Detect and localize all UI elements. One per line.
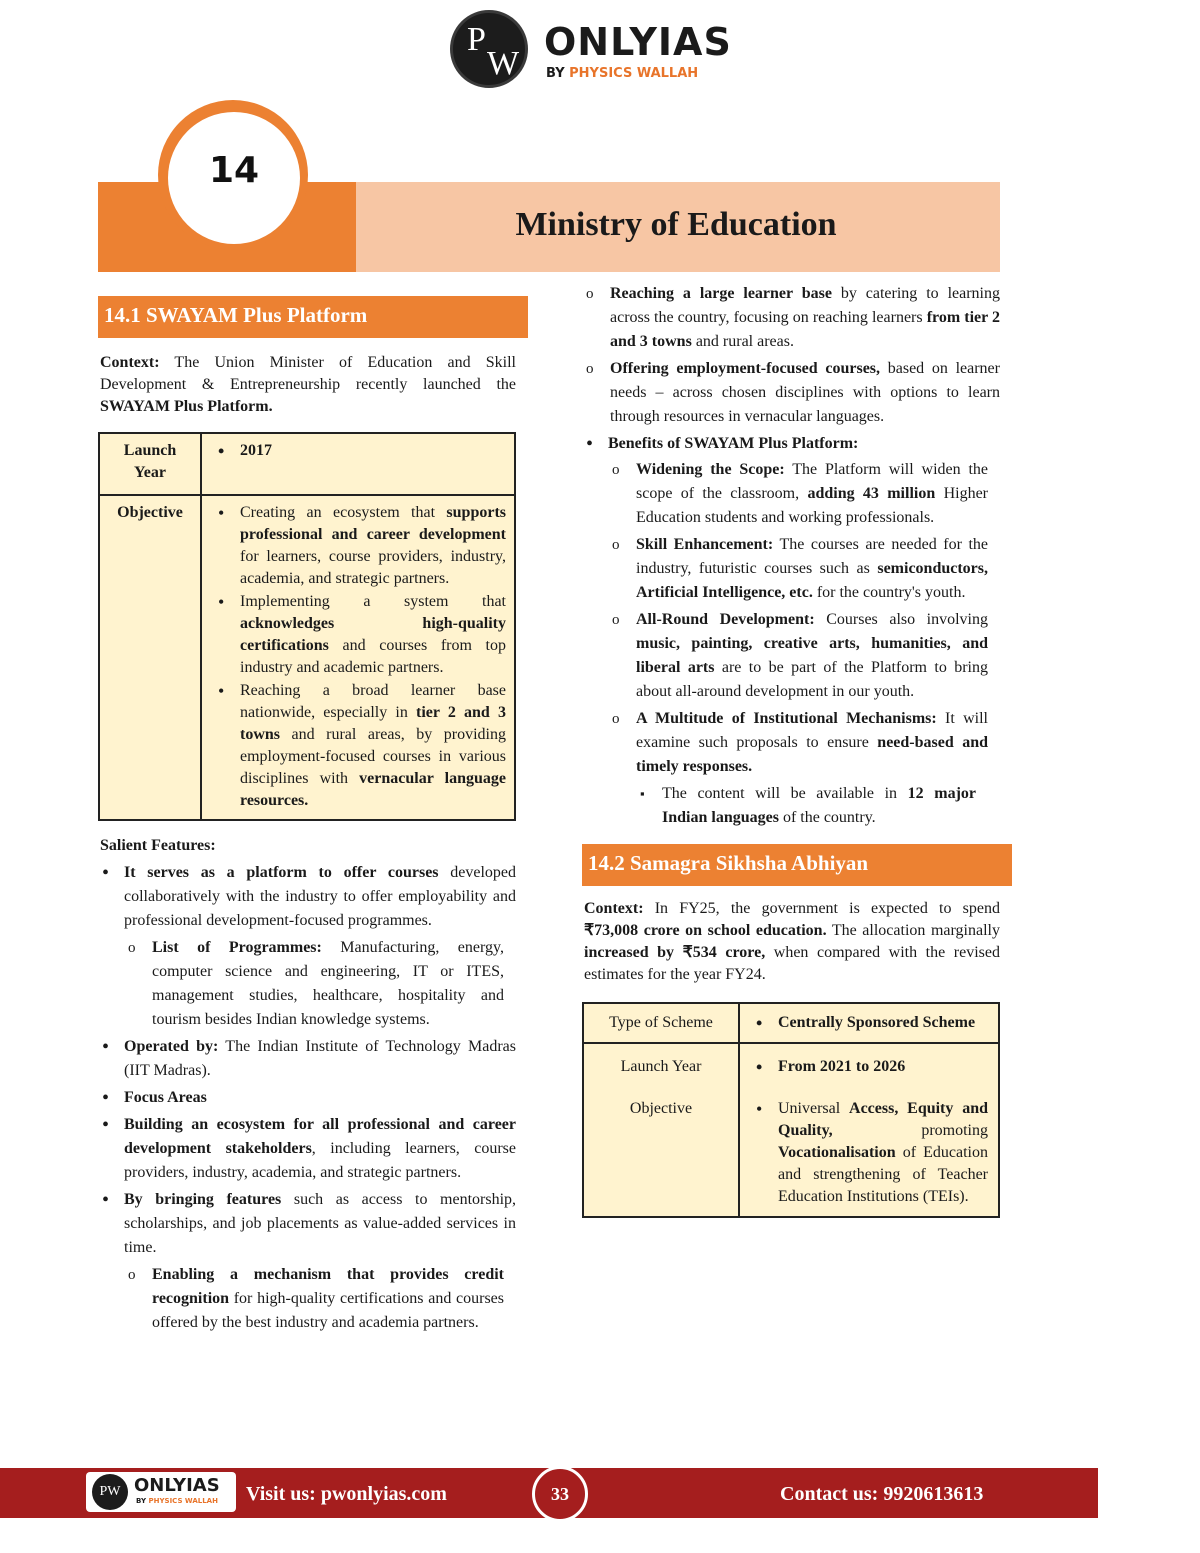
list-item: o Widening the Scope: The Platform will widen the scope of the classroom, adding 43 million Higher Education students and working professionals. — [582, 458, 1000, 530]
pw-logo-icon: PW — [92, 1474, 128, 1510]
objective-item: • Creating an ecosystem that supports professional and career development for learners, course providers, industry, academia, and strategic partners. — [210, 502, 506, 590]
page-number: 33 — [532, 1466, 588, 1522]
table-row — [583, 1086, 999, 1217]
list-item: • Focus Areas — [98, 1086, 528, 1110]
logo-letter-w: W — [487, 45, 520, 82]
scheme-type-label: Type of Scheme — [583, 1003, 739, 1043]
scheme-type-value: • Centrally Sponsored Scheme — [739, 1003, 999, 1043]
chapter-title: Ministry of Education — [515, 206, 837, 243]
logo-letter-p: P — [467, 21, 486, 58]
list-item: • Benefits of SWAYAM Plus Platform: o Widening the Scope: The Platform will widen the scope of the classroom, adding 43 million Higher Education students and working professionals. o Skill Enhancement: The courses are needed for the industry, futuristic courses such as semiconductors, Artificial Intelligence, etc. for the country's youth. o All-Round Development: Courses also involving music, painting, creative arts, humanities, and liberal arts are to be part of the Platform to bring about all-around development in our youth. o A Multitude of Institutional Mechanisms: It will examine such proposals to ensure need-based and timely responses. ▪ The content will be available in 12 major Indian languages of the country. — [582, 432, 1012, 830]
footer-brand-subtitle: BY PHYSICS WALLAH — [136, 1497, 218, 1505]
table-row — [99, 433, 515, 495]
chapter-number: 14 — [208, 150, 260, 191]
launch-year-value: • 2017 — [201, 433, 515, 495]
list-item: • By bringing features such as access to mentorship, scholarships, and job placements as value-added services in time. o Enabling a mechanism that provides credit recognition for high-quality certifications and courses offered by the best industry and academia partners. — [98, 1188, 528, 1335]
objective-item: • Implementing a system that acknowledges high-quality certifications and courses from top industry and academic partners. — [210, 591, 506, 679]
list-item: o Reaching a large learner base by catering to learning across the country, focusing on reaching learners from tier 2 and 3 towns and rural areas. — [556, 282, 1012, 354]
samagra-context: Context: In FY25, the government is expected to spend ₹73,008 crore on school education. The allocation marginally increased by ₹534 crore, when compared with the revised estimates for the year FY24. — [584, 900, 1000, 983]
list-item: o List of Programmes: Manufacturing, energy, computer science and engineering, IT or ITES, management studies, healthcare, hospitality and tourism besides Indian knowledge systems. — [98, 936, 516, 1032]
objective-value — [201, 495, 515, 820]
table-row — [583, 1043, 999, 1086]
objective-label: Objective — [99, 495, 201, 820]
benefits-list — [582, 432, 1012, 830]
table-row — [99, 495, 515, 820]
swayam-info-table — [98, 432, 516, 821]
list-item: • Building an ecosystem for all professional and career development stakeholders, including learners, course providers, industry, academia, and strategic partners. — [98, 1113, 528, 1185]
list-item: o Offering employment-focused courses, based on learner needs – across chosen disciplines with options to learn through resources in vernacular languages. — [556, 357, 1012, 429]
list-item: o All-Round Development: Courses also involving music, painting, creative arts, humanities, and liberal arts are to be part of the Platform to bring about all-around development in our youth. — [582, 608, 1000, 704]
launch-year-label: Launch Year — [583, 1043, 739, 1086]
website-link[interactable]: Visit us: pwonlyias.com — [246, 1483, 447, 1505]
table-row — [583, 1003, 999, 1043]
launch-year-label: Launch Year — [99, 433, 201, 495]
pw-logo-icon — [450, 10, 528, 88]
section-heading-samagra: 14.2 Samagra Sikhsha Abhiyan — [582, 844, 1012, 886]
right-column — [582, 282, 1012, 1218]
contact-info[interactable]: Contact us: 9920613613 — [780, 1483, 984, 1505]
launch-year-value: • From 2021 to 2026 — [739, 1043, 999, 1086]
brand-subtitle: BY PHYSICS WALLAH — [546, 66, 699, 81]
footer-brand: ONLYIAS — [134, 1475, 220, 1496]
objective-label: Objective — [583, 1086, 739, 1217]
list-item: o A Multitude of Institutional Mechanisms: It will examine such proposals to ensure need-based and timely responses. ▪ The content will be available in 12 major Indian languages of the country. — [582, 707, 1000, 830]
list-item: o Skill Enhancement: The courses are needed for the industry, futuristic courses such as semiconductors, Artificial Intelligence, etc. for the country's youth. — [582, 533, 1000, 605]
list-item: ▪ The content will be available in 12 major Indian languages of the country. — [582, 782, 988, 830]
section-heading-swayam: 14.1 SWAYAM Plus Platform — [98, 296, 528, 338]
swayam-context: Context: The Union Minister of Education and Skill Development & Entrepreneurship recently launched the SWAYAM Plus Platform. — [100, 354, 516, 415]
objective-item: • Reaching a broad learner base nationwide, especially in tier 2 and 3 towns and rural areas, by providing employment-focused courses in various disciplines with vernacular language resources. — [210, 680, 506, 812]
samagra-info-table — [582, 1002, 1000, 1218]
objective-value: • Universal Access, Equity and Quality, promoting Vocationalisation of Education and strengthening of Teacher Education Institutions (TEIs). — [739, 1086, 999, 1217]
onlyias-logo — [450, 10, 740, 90]
left-column — [98, 296, 528, 1338]
brand-name: ONLYIAS — [544, 20, 732, 64]
salient-features-list — [98, 861, 528, 1335]
salient-features-heading: Salient Features: — [100, 837, 216, 854]
list-item: • It serves as a platform to offer courses developed collaboratively with the industry to offer employability and professional development-focused programmes. o List of Programmes: Manufacturing, energy, computer science and engineering, IT or ITES, management studies, healthcare, hospitality and tourism besides Indian knowledge systems. — [98, 861, 528, 1032]
list-item: • Operated by: The Indian Institute of Technology Madras (IIT Madras). — [98, 1035, 528, 1083]
swayam-goals-list — [556, 282, 1012, 429]
list-item: o Enabling a mechanism that provides credit recognition for high-quality certifications and courses offered by the best industry and academia partners. — [98, 1263, 516, 1335]
